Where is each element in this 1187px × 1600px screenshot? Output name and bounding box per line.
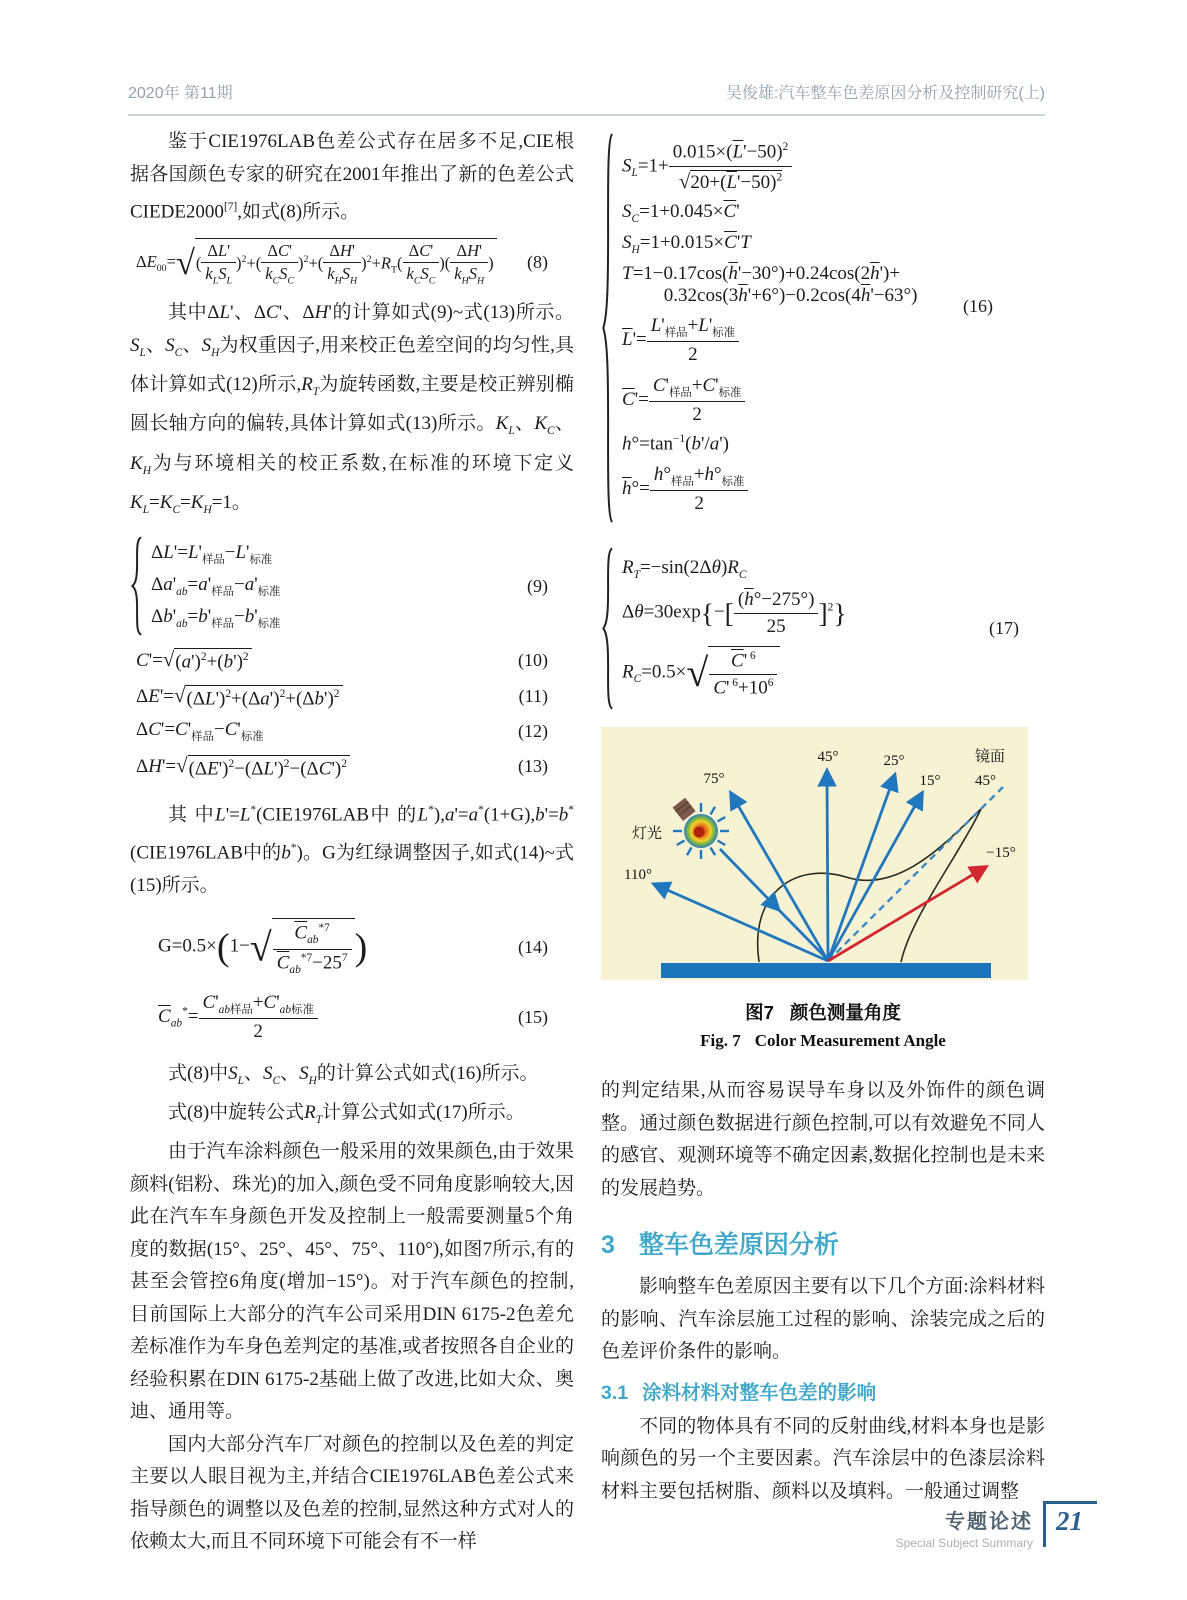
system-brace [601,546,614,711]
two-column-body [130,126,1046,1559]
page-footer [896,1501,1097,1550]
paragraph: 式(8)中$S_L$、$S_C$、$S_H$的计算公式如式(16)所示。 [168,1062,539,1087]
footer-section-zh: 专题论述 [945,1511,1033,1533]
equation-17 [601,546,1045,711]
mirror-angle-label: 45° [975,773,996,789]
section-title: 整车色差原因分析 [638,1231,839,1259]
angle-label-75: 75° [703,771,725,787]
paragraph: 的判定结果,从而容易误导车身以及外饰件的颜色调整。通过颜色数据进行颜色控制,可以有效避免不同人的感官、观测环境等不确定因素,数据化控制也是未来的发展趋势。 [601,1080,1045,1199]
figure-background [601,727,1028,980]
paragraph: 国内大部分汽车厂对颜色的控制以及色差的判定主要以人眼目视为主,并结合CIE1976LAB色差公式来指导颜色的调整以及色差的控制,显然这种方式对人的依赖太大,而且不同环境下可能会有不一样 [130,1433,574,1553]
paragraph: 式(8)中旋转公式$R_T$计算公式如式(17)所示。 [168,1102,525,1126]
left-column [130,126,574,1559]
figure-caption [601,999,1045,1051]
equation-8 [130,238,574,288]
paragraph: 影响整车色差原因主要有以下几个方面:涂料材料的影响、汽车涂层施工过程的影响、涂装完成之后的色差评价条件的影响。 [601,1276,1045,1362]
section-number: 3 [601,1231,615,1259]
footer-labels [896,1501,1033,1550]
page-header [128,80,1045,116]
equation-number: (16) [963,296,993,316]
equation-11 [130,683,574,710]
formula-9: $\Delta L'=L'_{样品}-L'_{标准}$ $\Delta a'_{ab}=a'_{样品}-a'_{标准}$ $\Delta b'_{ab}=b'_{样品}-b'_{标准}$ [151,542,281,630]
figure-7 [601,727,1045,1051]
formula-13: $\Delta H'=√(\Delta E')^2-(\Delta L')^2-(\Delta C')^2$ [130,753,518,780]
figure-caption-zh: 图7 颜色测量角度 [745,1002,901,1023]
color-measurement-diagram [601,727,1028,980]
angle-label-15: 15° [919,773,941,789]
right-column [601,126,1045,1559]
figure-caption-en: Fig. 7 Color Measurement Angle [700,1031,946,1050]
equation-number: (11) [518,685,548,706]
footer-section-en: Special Subject Summary [895,1536,1033,1550]
equation-13 [130,753,574,780]
equation-9 [130,535,574,637]
page-number: 21 [1043,1501,1097,1547]
paragraph: 不同的物体具有不同的反射曲线,材料本身也是影响颜色的另一个主要因素。汽车涂层中的色漆层涂料材料主要包括树脂、颜料以及填料。一般通过调整 [601,1415,1045,1502]
subsection-title: 涂料材料对整车色差的影响 [642,1381,877,1404]
equation-number: (17) [989,618,1019,638]
system-brace [130,536,143,636]
equation-number: (10) [518,649,548,670]
equation-number: (8) [527,252,548,273]
equation-15 [130,991,574,1044]
section-heading [601,1225,1045,1261]
paragraph: 其 中L'=L*(CIE1976LAB中 的L*),a'=a*(1+G),b'=b*(CIE1976LAB中的b*)。G为红绿调整因子,如式(14)~式(15)所示。 [130,804,574,896]
equation-16 [601,128,1045,528]
equation-number: (12) [518,720,548,741]
light-label: 灯光 [631,826,663,842]
equation-number: (9) [527,575,548,596]
issue-info: 2020年 第11期 [128,85,233,102]
formula-11: $\Delta E'=√(\Delta L')^2+(\Delta a')^2+(\Delta b')^2$ [130,683,519,710]
formula-8: $\Delta E_{00}=√$( $\frac{\Delta L'}{k_LS_L}$ )$^2$+( $\frac{\Delta C'}{k_CS_C}$ )$^2$+( $\frac{\Delta H'}{k_HS_H}$ )$^2+R_T$( $\frac{\Delta C'}{k_CS_C}$ )( $\frac{\Delta H'}{k_HS_H}$ ) [130,238,527,288]
equation-12 [130,719,574,744]
angle-label-25: 25° [883,753,905,769]
system-brace [601,128,614,528]
equation-number: (13) [518,756,548,777]
paragraph: 鉴于CIE1976LAB色差公式存在居多不足,CIE根据各国颜色专家的研究在2001年推出了新的色差公式CIEDE2000[7],如式(8)所示。 [130,131,574,223]
formula-15: $\overline{C}_{ab}^*=$ $\frac{C'_{ab样品}+C'_{ab标准}}{2}$ [130,991,518,1044]
formula-10: $C'=√(a')^2+(b')^2$ [130,647,518,674]
equation-10 [130,647,574,674]
angle-label-110: 110° [624,867,652,883]
formula-16: $S_L=1+$ $\frac{0.015\times(\overline{L}'-50)^2}{√20+(\overline{L}'-50)^2}$ $S_C=1+0.045\times\overline{C}'$ $S_H=1+0.015\times\overline{C}'T$ $T=1-0.17\cos(\overline{h}'-30^\circ)+0.24\cos(2\overline{h}')+$ $0.32\cos(3\overline{h}'+6^\circ)-0.2\cos(4\overline{h}'-63^\circ)$ $\overline{L}'=$ $\frac{L'_{样品}+L'_{标准}}{2}$ $\overline{C}'=$ $\frac{C'_{样品}+C'_{标准}}{2}$ $h^\circ=\tan^{-1}(b'/a')$ $\overline{h}^\circ=$ $\frac{h^\circ_{样品}+h^\circ_{标准}}{2}$ [622,141,918,514]
arrow-45 [827,773,828,961]
formula-17: $R_T=-\sin(2\Delta\theta)R_C$ Δθ=30exp{−[ $\frac{(\overline{h}^\circ-275^\circ)}{25}$ ]$^2$} $R_C=0.5\times√$ $\frac{C' ^6}{C' ^6+10^6}$ [622,557,847,698]
paragraph: 其中ΔL'、ΔC'、ΔH'的计算如式(9)~式(13)所示。$S_L$、$S_C$、$S_H$为权重因子,用来校正色差空间的均匀性,具体计算如式(12)所示$,R_T$为旋转函数,主要是校正辨别椭圆长轴方向的偏转,具体计算如式(13)所示。$K_L$、$K_C$、$K_H$为与环境相关的校正系数,在标准的环境下定义$K_L=K_C=K_H=1$。 [130,302,574,516]
mirror-label: 镜面 [975,749,1006,765]
equation-number: (14) [518,937,548,958]
equation-14 [130,918,574,977]
angle-label-45: 45° [817,749,839,765]
paragraph: 由于汽车涂料颜色一般采用的效果颜色,由于效果颜料(铝粉、珠光)的加入,颜色受不同角度影响较大,因此在汽车车身颜色开发及控制上一般需要测量5个角度的数据(15°、25°、45°、75°、110°),如图7所示,有的甚至会管控6角度(增加−15°)。对于汽车颜色的控制,目前国际上大部分的汽车公司采用DIN 6175-2色差允差标准作为车身色差判定的基准,或者按照各自企业的经验积累在DIN 6175-2基础上做了改进,比如大众、奥迪、通用等。 [130,1141,574,1423]
formula-12: $\Delta C'=C'_{样品}-C'_{标准}$ [136,719,264,743]
surface-bar [661,963,991,978]
angle-label-minus15: −15° [986,845,1016,861]
subsection-heading [601,1377,1045,1405]
subsection-number: 3.1 [601,1381,629,1404]
running-title: 吴俊雄:汽车整车色差原因分析及控制研究(上) [725,85,1045,102]
formula-14: G=0.5×(1−√ $\frac{C_{ab}^{*7}}{\overline{C}_{ab}^{*7}-25^7}$ ) [130,918,518,977]
equation-number: (15) [518,1006,548,1027]
